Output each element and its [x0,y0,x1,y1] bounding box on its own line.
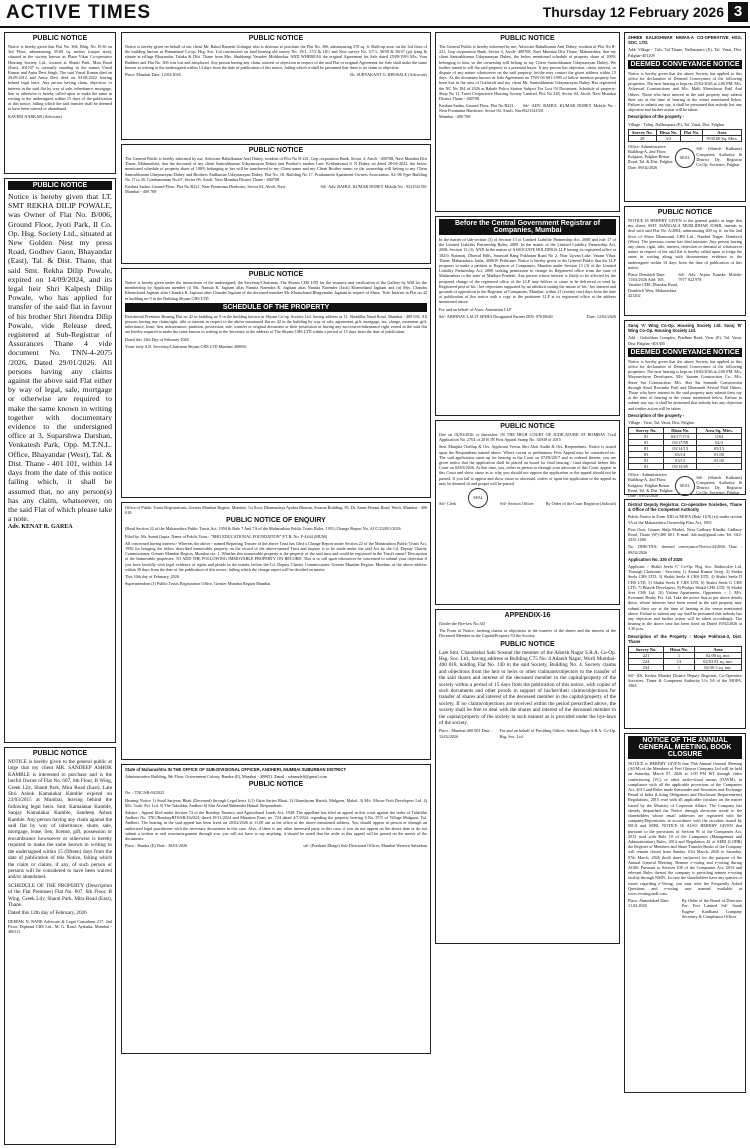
notice-dubey-flat [121,144,431,264]
notice-body: NOTICE is hereby given to the general public at large that my client MR. SANDEEP ASHOK KAMBLE is interested to purchase and is the lawful Owner of Flat No. 607, 6th Floor, B Wing, Greek Lily, Shanti Park, Mira Road (East). Late Shri Ashok Kamalakar Kamble expired on 23/03/2015 at Mumbai, leaving behind the following legal heirs. Smt. Kamalakar Kamble, Sanjay Kamalakar Kamble, Sandeep Ashok Kamble. Any person having any claim against the said flat by way of inheritance, share, sale, mortgage, lease, lien, license, gift, possession or encumbrance howsoever or otherwise is hereby required to make the same known in writing to the undersigned within 15 (fifteen) days from the date of publication of this Notice, failing which the claim or claims, if any, of such person or persons will be considered to have been waived and/or abandoned. [8,759,112,881]
table-cell: - [697,464,742,470]
appendix-intro: The Form of Notice, inviting claims or objections to the transfer of the shares and the interest of the Deceased Member in the Capital/Property Of the Society. [439,628,616,639]
notice-number: No. - TNC/SR-04/2025 [125,790,165,796]
table-row [629,464,742,470]
office-address: Administrative Building, 9th Floor, Government Colony, Bandra (E), Mumbai - 400051. Email - sdomsdeff@gmail.com [125,774,327,780]
table-cell: 02/4 [697,440,742,446]
notice-sandeep-kamble [4,747,116,1145]
clerk-signature: Sd/- Clerk [439,500,457,506]
notice-signature: By Order of the Board of Directors For: Fort Limited Sd/- Sarah Eugene Kardhana Company Secretary & Compliance Officer [681,898,742,919]
notice-body: Notice is hereby given that LT. SMT REKHA DILIP POWALE, was Owner of Flat No. B/006, Ground Floor, Jyoti Park, II Co. Op. Hsg. Society Ltd., situated at New Golden Nest my press Road, Godhev Gaon, Bhayandar (East), Tal. & Dist. Thane, that said Smt. Rekha Dilip Powale, expired on 14/09/2024, and its legal heir Shri Kalpesh Dilip Powale, who has applied for transfer of the said flat in favour of his brother Shri Jitendra Dilip Powale, vide Release deed, registered at Sub-Registrar of Assurances Thane 4 vide document No. TNN-4-2075 /2026, Dated 29/01/2026. All persons having any claims against the above said Flat either by way of legal, sale, mortgage or otherwise are required to make the same known in writing together with documentary evidence to the undersigned office at 3, Suparshwa Darshan, Venkatesh Park, Opp. M.T.N.L. Office, Bhayandar (West), Tal. & Dist. Thane - 401 101, within 14 days from the date of this notice failing which, it shall be assumed that, no any person(s) has any claim, whatsoever, on the said Flat of which please take a note. [8,192,112,524]
notice-title: PUBLIC NOTICE [8,181,112,190]
table-cell: 13 [663,659,694,665]
notice-body: All concerned having interest:- Whereas the above - named Reporting Trustee of the above Trust has filed a Change Report under Section 22 of the Maharashtra Public Trusts Act, 1950 for bringing the below described immovable property on the record of the above-named Trust and inquiry is to be made under the said Act by the Ld. Deputy Charity Commissioner, Greater Mumbai Region, Mumbai viz. 1. Whether this immovable property is the property of the said trust and could be registered in the Trust's name? Description of the Immovable properties: TO ADD THE FOLLOWING IMMOVABLE PROPERTY ON RECORD. This is to call upon whosoever be concerned to submit your objection if you have lawfully with legal evidence of rights and pleads in the matter, before the Ld. Deputy Charity Commissioner, Greater Mumbai Region, Mumbai, at the above address within 30 days from the date of the publication of this notice, failing which the change report will be decided on merits. [125,540,427,572]
property-table [628,427,742,470]
table-row [629,135,742,141]
table-header-cell: Area [694,647,741,653]
property-table [628,646,742,671]
table-row [629,665,742,671]
notice-shyam-chs [121,268,431,498]
table-cell: 03/13/05 [664,464,697,470]
property-description-title: Description of the property - [628,114,685,120]
table-header-cell: Survey No. [629,129,657,135]
notice-body: Applicant :- Shakti Seela 'C' Co-Op. Hsg. Soc. Radiocolee Ltd. Through Chairman / Secretary 1) Anand Kumar Jivraj, 2) Shakti Seela CHS LTD, 3) Shakti Seela A CHS LTD, 4) Shakti Seela D CHS LTD, 5) Shakti Seela E CHS LTD, 6) Shakti Seela G CHS LTD, 7) Bhavik Developers, 8) Pushpa Shakti CHS LTD, 9) Shakti Sree CHS Ltd, 10) Vishnu Apartments. Opponents :- 1. M/s. Everamte Realty Pvt. Ltd. Take the notice that as per above details those, whose interests have been vested in the said property may submit their say at the time of hearing at the venue mentioned above. Failure to submit any say shall be presumed that nobody has any objection and further action will be taken accordingly. The hearing in the above case has been fixed on Dated 19/02/2026 at 3.30 p.m. [628,564,742,632]
office-address: Office of Public Trusts Registrations, Greater Mumbai Region, Mumbai. 1st floor, Dharmadaya Ayukta Bhavan, Swarna Building, 83, Dr. Annie Besant Road, Worli, Mumbai - 400 018. [125,505,427,516]
notice-ddr-thane [624,499,746,729]
notice-subtitle: Public Notice in Form XIII of MOFA (Rule 11(9) (e)) under section 5A of the Maharashtra Ownership Flats Act, 1963 [628,514,742,525]
notice-title: PUBLIC NOTICE [248,35,304,42]
table-cell: 03/17/17A [664,434,697,440]
table-header-cell: Hissa No. [656,129,680,135]
table-cell: 221 [629,653,664,659]
notice-suraj-conveyance [624,320,746,499]
notice-signature: Sd/- ABHINAV LALIT SINHA Designated Partner DIN: 07618640 [439,313,553,319]
table-cell: 81 [629,440,664,446]
office-address: Office : Administrative Building-A, 2nd Floor, Kolgaon, Palghar-Boisar Road, Tal. & Dist. Palghar. Date : 09/02/2026 [628,472,674,499]
notice-signature: Superintendent (J) Public Trusts Registration Office, Greater Mumbai Region Mumbai. [125,581,272,587]
property-village: Village : Tulinj, Nallasopara (E), Tal. Vasai, Dist. Palghar [628,121,725,127]
notice-body: In the matter of sub-section (3) of Section 13 of Limited Liability Partnership Act, 2008 and rule 17 of the Limited Liability Partnership Rules, 2009. In the matter of the Limited Liability Partnership Act, 2008, Section 13 (3). AND In the matter of ASSOCIATE HOLDINGS LLP having its registered office at 102/0, Ratanraj, Dhawal Hills, Sasawad Bang Pokharan Road No 2, Near Upvan Lake, Vasant Vihar, Thane, Maharashtra, India, 400610 Petitioner. Notice is hereby given to the General Public that the LLP proposes to make a petition to Registrar of Companies, Mumbai under Section 13 (3) of the Limited Liability Partnership Act, 2008 seeking permission to change its Registered office from the state of Maharashtra to the state of Madhya Pradesh. Any person whose interest is likely to be affected by the proposed change of the registered office of the LLP may deliver or cause to be delivered or send by Registered post of his / her objections supported by an affidavit stating the nature of his / her interest and grounds of opposition to the Registrar of Companies, Mumbai, within 21 (twenty one) days from the date of publication of this notice with a copy to the petitioner LLP at its registered office at the address mentioned above. [439,237,616,305]
property-description-title: Description of the Property : Mouje Pokhran-3, Dist. Thane [628,633,742,644]
notice-rekha-powale [4,178,116,743]
column-3 [435,32,620,1144]
notice-place-date: Place: Dombivli Date: 11/02/2026 Add: 105, Vanalee CHS, Dhankar Road, Dombivli West, Maharashtra 421202 [628,272,678,298]
notice-schedule: SCHEDULE OF THE PROPERTY (Description of the Flat Premises) Flat No. 607, 6th Floor, B Wing, Greek Lily, Shanti Park, Mira Road (East), Thane. [8,882,112,908]
notice-high-court [435,420,620,605]
table-cell: 1 [663,653,694,659]
notice-signature: For and on behalf of Presiding Officer, Adarsh Nagar S.R.A. Co-Op. Hsg. Soc. Ltd. [499,728,616,739]
notice-title: PUBLIC NOTICE [500,640,555,648]
notice-golatgar [121,32,431,140]
office-header: State of Maharashtra IN THE OFFICE OF SUB-DIVISIONAL OFFICER, ANDHERI, MUMBAI SUBURBAN DISTRICT [125,767,347,772]
table-cell: 02.00 sq. mtr. [694,653,741,659]
table-cell: 05/13 [697,446,742,452]
table-cell: 1104 [697,434,742,440]
table-cell: - [681,135,703,141]
notice-mangala-joshi [624,206,746,316]
notice-signature: Sd/- (Shirish Kulkarni) Competent Authority & District Dy. Registrar Co.Op. Societies, Palghar [696,146,742,168]
notice-number: No. DDR/TNA/ deemed conveyance/Notice/44/2026 Date : 09/02/2026 [628,544,742,555]
notice-place-date: Place: Ahmedabad Date: 11.02.2026 [628,898,670,909]
notice-parties: Hearing Notice 1) Sunil Sarjerao Bhatt (Deceased) through Legal heirs 1(1) Girin Sarjeo Bhatt. 2) Ghanshyam Harish, Mulgaon, Mahal. 3) M/s. Macro-Tech Developers Ltd. 4) M/s. Gufic Pvt. Ltd. 5) The Tahsildar, Andheri 6) Shri Arvind Mahendra Hatnal. Respondents. [125,797,427,808]
notice-title: PUBLIC NOTICE [32,750,88,757]
notice-body: NOTICE is HEREBY GIVEN that 70th Annual General Meeting (AGM) of the Members of Fort Gleacer Company Ltd will be held on Saturday, March 07, 2026 at 1:00 PM IST through video conferencing (VC) or other audio-visual means (OAVM), in compliance with all the applicable provisions of the Companies Act, 2013 and Rules made thereunder and Securities and Exchange Board of India (Listing Obligations and Disclosure Requirements) Regulations, 2015 read with all applicable circulars on the matter issued by the Ministry of Corporate Affairs. The Company has already dispatched the Notice through electronic mode to the shareholders whose email addresses are registered with the company/Depositories in accordance with the circulars issued by MCA and SEBI. NOTICE IS ALSO HEREBY GIVEN that pursuant to the provisions of Section 91 of the Companies Act, 2013 read with Rule 10 of the Companies (Management and Administration) Rules, 2014 and Regulation 42 of SEBI (LODR) the Register of Members and Share Transfer Books of the Company will remain closed from Sunday, 01st March, 2026 to Saturday, 07th March, 2026 (both dates inclusive) for the purpose of the Annual General Meeting. Remote e-voting and e-voting during AGM: Pursuant to Section 108 of the Companies Act, 2013 and relevant Rules thereof the company is providing remote e-voting facility through NSDL. In case the shareholders have any queries or issues regarding e-Voting, you may refer the Frequently Asked Questions and e-voting user manual available at www.evoting.nsdl.com. [628,761,742,897]
official-seal-icon: SEAL [675,476,695,496]
notice-for: For and on behalf of Assoc Animation LLP [439,306,512,312]
table-header-cell: Survey No. [629,647,664,653]
notice-sdo-andheri [121,764,431,1054]
section-officer-signature: Sd/- Section Officer [500,500,534,506]
notice-title: DEEMED CONVEYANCE NOTICE [628,60,742,69]
notice-body: Subject : Appeal filed under Section 74 of the Bombay Tenancy and Agricultural Lands Act, 1948. The appellant has filed an appeal in this court against the order of Tahsildar Andheri No. TNC/BombayRTS/SR/162024, dated 19/11/2024 and Mutation Entry no. 724 dated 4/7/2024, regarding the property bearing S.No. 87/5 of Village Mulgaon, Tal. Andheri. The hearing in the said appeal has been fixed on 20/02/2026 at 11.00 am at the office at the above mentioned address. You should appear in person or through an authorized legal practitioner with the necessary documents in this case. Also, if there is any other interested party in this case, if you do not appear on the above date or do not submit a written or oral reasons/argument through you, you will not have to say anything, it should be noted that the order in this appeal will be passed on the merits of the documents. [125,810,427,842]
notice-signature: Yours truly S.D. Secretary/Chairman Shyam CHS LTD Mumbai 400056 [125,343,247,349]
newspaper-brand: ACTIVE TIMES [6,2,152,23]
notice-body: Notice is hereby given on behalf of our client Mr. Rahul Ramesh Golatgar who is desirous to purchase the Flat No. 306, admeasuring 370 sq. ft. Built-up area, on the 3rd floor of the building known as Pramanand Co-op. Hsg. Soc. Ltd constructed on land bearing old survey No. 19/1, 17/2 & 18/1 and New survey No. 3/7/1, 38/50 & 38/47 (pt) lying & situate at village Bhayandar, Taluka & Dist. Thane from Mrs. Shubhangi Vasudev Mithbavkar. AND WHEREAS the original Agreement for Sale dated 25/09/1993 M/s. Vora Builders and Flat No. 306 was lost and misplaced. Any person having any claim, interest or objection in respect of the said Flat or original Agreement for Sale shall make the same known in writing to the undersigned within 14 days from the date of publication of this notice, failing which it shall be presumed that there is no claim or objection. [125,44,427,70]
table-cell: 01.00 [697,458,742,464]
notice-kaveri-narkar [4,32,116,174]
notice-adarsh-nagar [435,609,620,944]
table-cell: 03/14 [664,452,697,458]
table-cell: 03/13 [664,458,697,464]
society-address: Add : Gokulthan Complex, Pradhan Road, Virar (E), Tal. Vasai, Dist. Palghar -401305 [628,335,742,346]
registrar-signature: By Order of the Court Registrar (Judicial) [545,500,616,506]
office-header: District Deputy Registrar, Co-operative Societies, Thane & Office of the Competent Authority [628,502,742,513]
table-cell: 81 [629,464,664,470]
table-cell: 234 [629,665,664,671]
society-header: SHREE KALESHWAR NIWAS-A CO-OPERATIVE HSG. SOC. LTD. [628,35,742,46]
notice-dated: Dated this 12th day of February, 2026 [8,910,87,917]
notice-body: Late Smt. Chandrabai Sahi Sosmal the member of the Adarsh Nagar S.R.A. Co-Op. Hsg. Soc. Ltd., having address at Building C75 No. 4 Adarsh Nagar, Worli Mumbai- 400 018, holding Flat No. 130 in the said Society, Building No. 4. Society claims and objections from the heir or heirs or other claimants/objectors to the transfer of the said shares and interest of the deceased member in the capital/property of the society within a period of 15 days from the publication of this notice, with copies of such documents and other proofs in support of his/her/their claims/objections for transfer of shares and interest of the deceased member in the capital/property of the society. If no claims/objections are received within the period prescribed above, the society shall be free to deal with the shares and interest of the deceased member in the capital/property of the society in such manner as is provided under the bye-laws of the society. [439,649,616,727]
notice-title: PUBLIC NOTICE [248,271,304,278]
table-cell: 1 [663,665,694,671]
notice-title: PUBLIC NOTICE [32,35,88,42]
notice-charity-enquiry [121,502,431,760]
table-cell: 1930.00 Sq. Mtrs. [702,135,741,141]
table-header-cell: Hissa No. [663,647,694,653]
table-cell: 03/14/13 [664,446,697,452]
society-header: Suraj 'A' Wing Co-Op. Housing Society Ltd. Suraj 'B' Wing Co-Op. Housing Society Ltd. [628,323,742,334]
society-address: Add: Village - Tuls, Tal Thane, Nallasopara (E), Tal. Vasai, Dist. Palghar-401209 [628,47,742,58]
notice-kaleshwar-conveyance [624,32,746,202]
notice-title: PUBLIC NOTICE [500,35,555,42]
property-village: Village : Virar, Tal. Vasai, Dist. Palghar [628,420,695,426]
property-description-title: Description of the property - [628,412,685,418]
table-cell: 03/17/08 [664,440,697,446]
notice-roc-llp [435,216,620,416]
table-header-cell: Area [702,129,741,135]
table-cell: 01.00 [697,452,742,458]
notice-body: Notice is hereby given that the above Society has applied to this office for declaration of Deemed Conveyance of the following properties. The next hearing is kept on 18/02/2026 at 2:00 PM. M/s. Mayureshwar Developers, M/s. Sairam Construction Co., M/s. Shree Sai Construction, M/s. Shri Sai Samarth Construction through Amol Ravindra Patil and Dharmesh Arvind Patil Others. Those who have interest in the said property may submit their say at the time of hearing at the venue mentioned below. Failure to submit any say, it shall be presumed that nobody has any objection and further action will be taken. [628,358,742,411]
notice-signature: Dr. SURYAKANT G. BHOSALE (Advocate) [350,72,427,78]
notice-body: Notice is hereby given that the above Society has applied to this office for declaration of Deemed Conveyance of the following properties. The next hearing is kept on 25/02/2026 at 2:00 PM. M/s. Ashirwad Constructions and M/s. Malti Moreshwar Patil And Others. Those who have interest in the said property may submit their say at the time of hearing at the venue mentioned below. Failure to submit any say, it shall be presumed that nobody has any objection and further action will be taken. [628,70,742,113]
notice-signature: Sd/- Adv. RAHUL KUMAR DUBEY Mobile No : 9321541501 [320,184,427,190]
notice-signature: sd/- (Prashant Dhage) Sub-Divisional Officer, Mumbai Western Suburban [303,843,427,849]
notice-title: DEEMED CONVEYANCE NOTICE [628,348,742,357]
schedule-heading: SCHEDULE OF THE PROPERTY [125,303,427,312]
notice-signature: KAVERI NARKAR (Advocate) [8,113,62,119]
notice-address: Krishna Sadan, Ground Floor, Plot No R221, Near Poonmina Hardware, Sector 04, Airoli, Navi Mumbai - 400 708 [125,184,286,195]
notice-signature: DEEPAK N. RANE Advocate & Legal Consultant 217, 2nd Floor, Dipbond CHS Ltd., M. G. Road, Ayshaka, Mumbai - 400111. [8,918,112,935]
table-header-cell: Survey No. [629,428,664,434]
page-number: 3 [728,2,748,22]
notice-body: Notice is hereby given that Flat No. 304, Bldg. No. B-36 on 3rd Floor, admeasuring 35.69 sq. meters (carpet area), situated in the society known as Plaza Vikas Co-operative Housing Society Ltd., located at Shanti Park, Mira Road (East), 401107 is currently standing in the names Vinod Kumar and Anita Devi Singh. The said Vinod Kumar died on 29.09.2012 and Anita Devi died on 03.08.2022 leaving behind legal heirs. Any person having claim, objection, or interest in the said flat by way of sale, inheritance, mortgage, lien or otherwise is hereby called upon to make the same in writing to the undersigned within 15 days of the publication of this notice, failing which the said transfer shall be deemed to have been waived or abandoned. [8,44,112,112]
office-address: First floor, Gaurav Shilp Market, Near Cadbury Khadki, Cadbury Road, Thane (W)-400 601. E-mail: ddr.tna@gmail.com Tel: 022-2533 1486 [628,526,742,543]
notice-signature: Adv. KENAT R. GAREA [8,524,73,531]
notice-agm [624,733,746,1093]
notice-signature: Sd/- Adv. Arpita Kanske Mobile: 7977 922 978 [678,272,742,283]
office-address: Office: Administrative Building-A, 2nd Floor, Kolgaon, Palghar-Boisar Road, Tal. & Dist. Palghar. Date: 09/02/2026 [628,143,674,170]
notice-place-date: Place: Mumbai Date: 12/02/2026 [125,72,181,78]
notice-title: PUBLIC NOTICE [500,423,555,430]
table-cell: 81 [629,434,664,440]
notice-title: PUBLIC NOTICE [657,209,713,216]
notice-body: The General Public is hereby informed by me, Advocate Rahulkumar Anil Dubey, resident of Plot No R-221, Gop corporation Bank, Sector 4, Airoli- 400708, Navi Mumbai Dist Thane, Maharashtra, that my client Santoshkumar Udaynarayan Dubey, the below mentioned schedule of property share of 100% belonging to him, so the ownership will belong to my Client Santoshkumar Udaynarayan Dubey. We further intend to sell the said property to a potential buyer. If any person has objection, claim, interest, or dispute of any nature whatsoever on the said property, he/she may contact the given address within 15 days. As the document known as Sale Agreement no TNN-03-681-1995 of below mention property has been lost in the area of Gothivali and my client Mr. Santoshkumar Udaynarayan Dubey Has registered the NC No 104 of 2026 at Rabale Police Station Subject For Lost Of Document. Schedule of property: Shop No 11, Tanvi Cooperative Housing Society Limited, Plot No 228, Sector 04, Airoli, Navi Mumbai District Thane - 400708. [439,44,616,102]
notice-subtitle: (Read Section 22 of the Maharashtra Public Trusts Act, 1950 & Rule 7 And 7A of the Maharashtra Public Trusts Rules, 1951) Change Report No. ACC/2349/1/2026 [125,526,401,532]
column-1 [4,32,116,1144]
notice-signature: Sd/- ADV. RAHUL KUMAR DUBEY Mobile No : 9321541501 [522,103,616,114]
masthead [0,0,750,28]
notice-body: The General Public is hereby informed by me, Advocate Rahulkumar Anil Dubey, resident of Plot No R-221, Gop corporation Bank, Sector 4, Airoli - 400708, Navi Mumbai Dist Thane, Maharashtra, that the deceased of my client Santoshkumar Udaynarayan Dubey and Brother's mother Late. Krishnavanti U N Dubey on dated 20-04-2022, the below mentioned schedule of property share of 100% belonging to her will be transferred to my Client name and my Client Brother name, so the ownership will belong to my Client Santoshkumar Udaynarayan Dubey and Brothers Anilkumar Udaynarayan Dubey. Flat No. 10, Building No 17, Prathamesh Apartment Owners Association, AL-06 Type Building No 17 to 20, Condominium No.67, Sector 06, Airoli, Navi Mumbai District Thane - 400708. [125,156,427,182]
table-cell: 83 [629,452,664,458]
table-cell: 3/2 [656,135,680,141]
table-header-cell: Hissa No. [664,428,697,434]
property-table [628,129,742,142]
notice-dubey-lost-document [435,32,620,212]
notice-title: PUBLIC NOTICE OF ENQUIRY [226,517,326,525]
table-header-cell: Area Sq. Mtrs. [697,428,742,434]
table-cell: 28 [629,135,657,141]
official-seal-icon: SEAL [675,148,695,168]
notice-date: Dated this 12th Day of February 2026 [125,336,189,342]
notice-body: Smt. Manjula Chellup & Ors. Applicant Versus Shri Alok Andhi & Ors. Respondents. Notice is issued upon the Respondents named above. Where caveat or preliminary First Appeal may be considered etc. The said application came up for hearing in the Court on 07/08/2017 and as ordered therein, you are given notice that the application shall be placed on board for final hearing / final disposal before this Court on 02/03/2026. At that time, you, either in person or through your advocate of this Court, appear in this Court and show cause as to why you should not oppose the application or the appeal should not be passed. If you fail to appear and show cause as aforesaid, orders of upon the application or the appeal as may be deemed fit and proper will be passed. [439,444,616,486]
notice-subtitle: Due on 02/03/2026 or thereafter. IN THE HIGH COURT OF JUDICATURE AT BOMBAY Civil Application No. 2764 of 2016 IN First Appeal Stamp No. 34949 of 2015 [439,432,616,443]
appendix-subtitle: [Under the Bye-law No.34] [439,621,486,626]
notice-place-date: Place : Mumbai-400 001 Date : 12/02/2026 [439,728,492,739]
table-cell: 81 [629,446,664,452]
notice-title: Before the Central Government Registrar of Companies, Mumbai [439,219,616,235]
notice-body: NOTICE IS HEREBY GIVEN to the general public at large that my client, SMT. MANGALA MURLIDHAR JOSHI, intends to deal with said Flat No. A/2004, admeasuring 400 sq. ft. on the 2nd floor of Shree Dhanwanti CHS Ltd., Nanded Nagar, Dombivli (West). The previous owner has died intestate. Any person having any claim, right, title, interest, objection or demand of whatsoever nature in respect of the said flat is hereby called upon to lodge the same in writing along with documentary evidence to the undersigned within 14 days from the date of publication of this notice. [628,218,742,270]
notice-place-date: Place : Bandra (E) Date : 30/01/2026 [125,843,188,849]
notice-body: Notice is hereby given under the instructions of the undersigned, the Secretary/Chairman, The Shyam CHS LTD for the issuance and verification of the Gallery by Will for the membership by Applicant member (i) Ms. Namita K. Jagtiani alias Namita Narendra K. Jagtiani alias Namita Narender (Jack) Khemchand Jagtiani and (ii) Mrs. Chandra Khemchand Jagtiani alias Chandra K. Jagtiani alias Chander Jagtiani of the deceased member Mr. Khemchand Bhagvandas Jagtiani in respect of Share, Title, Interest in Flat no 42 in building no 9 in the Building Shyam CHS LTD. [125,280,427,301]
notice-title: PUBLIC NOTICE [248,147,304,154]
notice-title: NOTICE OF THE ANNUAL GENERAL MEETING, BOOK CLOSURE [628,736,742,759]
notice-signature: Sd/- (Shirish Kulkarni) Competent Authority & District Dy. Registrar Co.Op. Societies, Palghar [696,474,742,496]
notice-date: Date: 12/02/2026 [586,313,616,319]
table-cell: 224 [629,659,664,665]
column-2 [121,32,431,1144]
issue-date: Thursday 12 February 2026 [542,4,724,20]
table-cell: 02/30.5 sq. mtr. [694,665,741,671]
notice-date: This 10th day of February, 2026. [125,574,180,580]
table-cell: 81 [629,458,664,464]
notice-schedule: Residential Premises Bearing Flat no 42 in building no 9 in the building known as Shyam Co-op. Society Ltd. having address at 11, Shraddha Nand Road, Mumbai - 400 056. All persons having any claim/right, title or interest in respect to the above mentioned flat no 42 in the building by way of sale, agreement, gift, mortgage, tax, charge, easement, gift, inheritance, lease, lien, maintenance, partition, possession, sale, transfer or original document or their possession or having any successive/inheritance right vested in the said flat are hereby required to make the same known in writing to the Secretary at the address of The Shyam CHS LTD within a period of 15 days from the date of publication. [125,313,427,335]
notice-title: PUBLIC NOTICE [248,781,304,789]
notice-address: Krishna Sadan, Ground Floor, Plot No R221, Near Poonmina Hardware, Sector 04, Airoli, Navi Mumbai - 400 708 [439,103,523,119]
notice-signature: Sd/- (Dr. Kishor Mande) District Deputy Registrar, Co-Operative Societies, Thane & Competent Authority U/s 5A of the MOFA, 1963. [628,673,742,689]
column-4 [624,32,746,1144]
court-seal-icon: SEAL [468,488,488,508]
application-number: Application No. 330 of 2025 [628,556,683,562]
notice-filed-by: Filed by: Mr. Sumit Gupta. Name of Public Trust : "RHG EDUCATIONAL FOUNDATION" P.T.R. No. F-4444 (MUM) [125,533,328,539]
table-header-cell: Plot No. [681,129,703,135]
appendix-title: APPENDIX-16 [504,612,551,619]
table-cell: 02/03.81 sq. mtr. [694,659,741,665]
